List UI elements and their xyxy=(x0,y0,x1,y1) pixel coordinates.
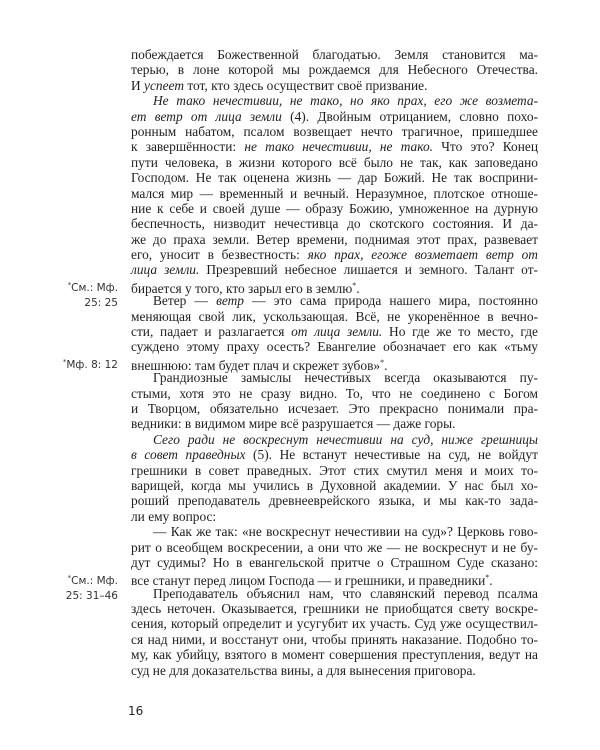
text-segment: му, как убийцу, взятого в момент совершения преступления, ведут на xyxy=(131,647,538,663)
text-segment: внешнюю: там будет плач и скрежет зубов» xyxy=(131,357,381,373)
text-line xyxy=(131,416,538,431)
text-segment: роший преподаватель древнееврейского языка, и мы как-то зада- xyxy=(131,493,538,509)
footnote-marker: * xyxy=(67,281,72,289)
note-line: 25: 31–46 xyxy=(65,590,118,603)
text-segment: И xyxy=(131,77,145,93)
text-segment: рит о всеобщем воскресении, а они что же — не воскреснут и не бу- xyxy=(131,539,538,555)
text-line xyxy=(131,401,538,416)
footnote-marker: * xyxy=(67,574,72,582)
text-segment: . xyxy=(489,573,493,589)
text-line xyxy=(131,647,538,662)
text-line xyxy=(131,570,538,589)
text-line xyxy=(131,124,538,139)
text-line xyxy=(131,339,538,354)
text-line xyxy=(131,93,538,108)
text-line xyxy=(131,309,538,324)
text-segment: Презревший небесное лишается и земного. Талант от- xyxy=(199,262,539,278)
text-segment: пути человека, в жизни которого всё было не так, как заповедано xyxy=(131,154,538,170)
text-line xyxy=(131,355,538,373)
text-line xyxy=(131,601,538,616)
text-line xyxy=(131,493,538,508)
text-segment: здесь неточен. Оказывается, грешники не приобщатся свету воскре- xyxy=(131,601,538,617)
text-segment: стыми, хотя это не сразу видно. То, что не соединено с Богом xyxy=(131,385,538,401)
italic-quote: успеет xyxy=(144,77,184,93)
text-line xyxy=(131,509,538,524)
text-segment: — Как же так: «не воскреснут нечестивии на суд»? Церковь гово- xyxy=(153,524,538,540)
text-line xyxy=(131,78,538,93)
text-segment: мался мир — временный и вечный. Неразумное, плотское отноше- xyxy=(131,185,538,201)
note-line: 25: 25 xyxy=(84,297,118,310)
text-line xyxy=(131,109,538,124)
text-line xyxy=(131,616,538,631)
text-line xyxy=(131,216,538,231)
text-segment: ся над ними, и восстанут они, чтобы принять наказание. Подобно то- xyxy=(131,631,538,647)
text-segment: грешники в совет праведных. Этот стих смутил меня и моих то- xyxy=(131,462,538,478)
italic-quote: Не тако нечестивии, не тако, но яко прах, его же возмета- xyxy=(153,93,538,109)
text-line xyxy=(131,201,538,216)
text-line xyxy=(131,62,538,77)
text-segment: Что это? Конец xyxy=(433,139,538,155)
text-segment: его, уносит в безвестность: xyxy=(131,247,308,263)
text-segment: (4). Двойным отрицанием, словно похо- xyxy=(281,108,538,124)
text-segment: суд не для доказательства вины, а для вынесения приговора. xyxy=(131,662,476,678)
note-line: Мф. 8: 12 xyxy=(66,359,118,371)
text-segment: варищей, когда мы учились в Духовной академии. У нас был хо- xyxy=(131,477,538,493)
italic-quote: не тако нечестивии, не тако. xyxy=(244,139,434,155)
text-segment: же до праха земли. Ветер времени, поднимая этот прах, развевает xyxy=(131,231,538,247)
text-line xyxy=(131,262,538,277)
text-segment: тот, кто здесь осуществит своё призвание. xyxy=(184,77,428,93)
text-segment: ведники: в видимом мире всё разрушается — даже горы. xyxy=(131,416,456,432)
text-segment: терью, в лоне которой мы рождаемся для Небесного Отечества. xyxy=(131,62,538,78)
italic-quote: Сего ради не воскреснут нечестивии на суд, ниже грешницы xyxy=(153,431,538,447)
italic-quote: ветр xyxy=(216,293,245,309)
body-text xyxy=(131,47,538,678)
note-line: См.: Мф. xyxy=(71,282,118,294)
text-line xyxy=(131,324,538,339)
italic-quote: от лица земли. xyxy=(291,324,383,340)
text-segment: бирается у того, кто зарыл его в землю xyxy=(131,280,353,296)
footnote-marker: * xyxy=(485,573,490,583)
margin-note xyxy=(63,355,118,373)
text-line xyxy=(131,47,538,62)
text-line xyxy=(131,524,538,539)
text-line xyxy=(131,139,538,154)
text-segment: ние к себе и своей душе — образу Божию, умноженное на дурную xyxy=(131,200,538,216)
footnote-marker: * xyxy=(380,357,385,367)
text-segment: ронным набатом, псалом возвещает нечто трагичное, пришедшее xyxy=(131,123,538,139)
italic-quote: ет ветр от лица земли xyxy=(131,108,282,124)
text-line xyxy=(131,432,538,447)
text-line xyxy=(131,478,538,493)
text-segment: сения, который определит и усугубит их участь. Суд уже осуществил- xyxy=(131,616,538,632)
text-segment: беспечность, низводит нечестивца до скотского состояния. И да- xyxy=(131,216,538,232)
text-segment: сти, падает и разлагается xyxy=(131,324,292,340)
text-segment: Ветер — xyxy=(153,293,217,309)
text-segment: (5). Не встанут нечестивые на суд, не войдут xyxy=(245,447,538,463)
text-segment: Грандиозные замыслы нечестивых всегда оказываются пу- xyxy=(153,370,538,386)
note-line: См.: Мф. xyxy=(71,575,118,587)
text-segment: . xyxy=(384,357,388,373)
margin-note xyxy=(66,571,118,605)
text-line xyxy=(131,293,538,308)
text-line xyxy=(131,386,538,401)
text-segment: . xyxy=(356,280,360,296)
text-segment: Преподаватель объяснил нам, что славянский перевод псалма xyxy=(153,585,538,601)
text-line xyxy=(131,447,538,462)
text-line xyxy=(131,247,538,262)
text-line xyxy=(131,586,538,601)
text-segment: и Творцом, обязательно исчезает. Это прекрасно понимали пра- xyxy=(131,400,538,416)
italic-quote: в совет праведных xyxy=(131,447,246,463)
text-line xyxy=(131,170,538,185)
text-line xyxy=(131,155,538,170)
page-number: 16 xyxy=(128,704,144,718)
text-segment: суждено этому праху осесть? Евангелие обозначает его как «тьму xyxy=(131,339,538,355)
text-line xyxy=(131,186,538,201)
margin-note xyxy=(68,278,118,312)
text-line xyxy=(131,463,538,478)
text-line xyxy=(131,278,538,296)
text-line xyxy=(131,232,538,247)
italic-quote: яко прах, егоже возметает ветр от xyxy=(307,247,538,263)
footnote-marker: * xyxy=(352,280,357,290)
text-line xyxy=(131,370,538,385)
text-segment: Но где же то место, где xyxy=(382,324,539,340)
text-segment: все станут перед лицом Господа — и грешники, и праведники xyxy=(131,573,486,589)
text-segment: меняющая свой лик, ускользающая. Всё, не укоренённое в вечно- xyxy=(131,308,538,324)
text-segment: — это сама природа нашего мира, постоянно xyxy=(244,293,538,309)
text-line xyxy=(131,632,538,647)
text-segment: Господом. Не так оценена жизнь — дар Божий. Не так восприни- xyxy=(131,170,538,186)
text-segment: дут судимы? Но в евангельской притче о Страшном Суде сказано: xyxy=(131,554,538,570)
text-line xyxy=(131,540,538,555)
text-line xyxy=(131,555,538,570)
italic-quote: лица земли. xyxy=(131,262,200,278)
footnote-marker: * xyxy=(62,358,67,366)
text-line xyxy=(131,663,538,678)
text-segment: побеждается Божественной благодатью. Земля становится ма- xyxy=(131,47,538,62)
text-segment: ли ему вопрос: xyxy=(131,508,217,524)
text-segment: к завершённости: xyxy=(131,139,245,155)
